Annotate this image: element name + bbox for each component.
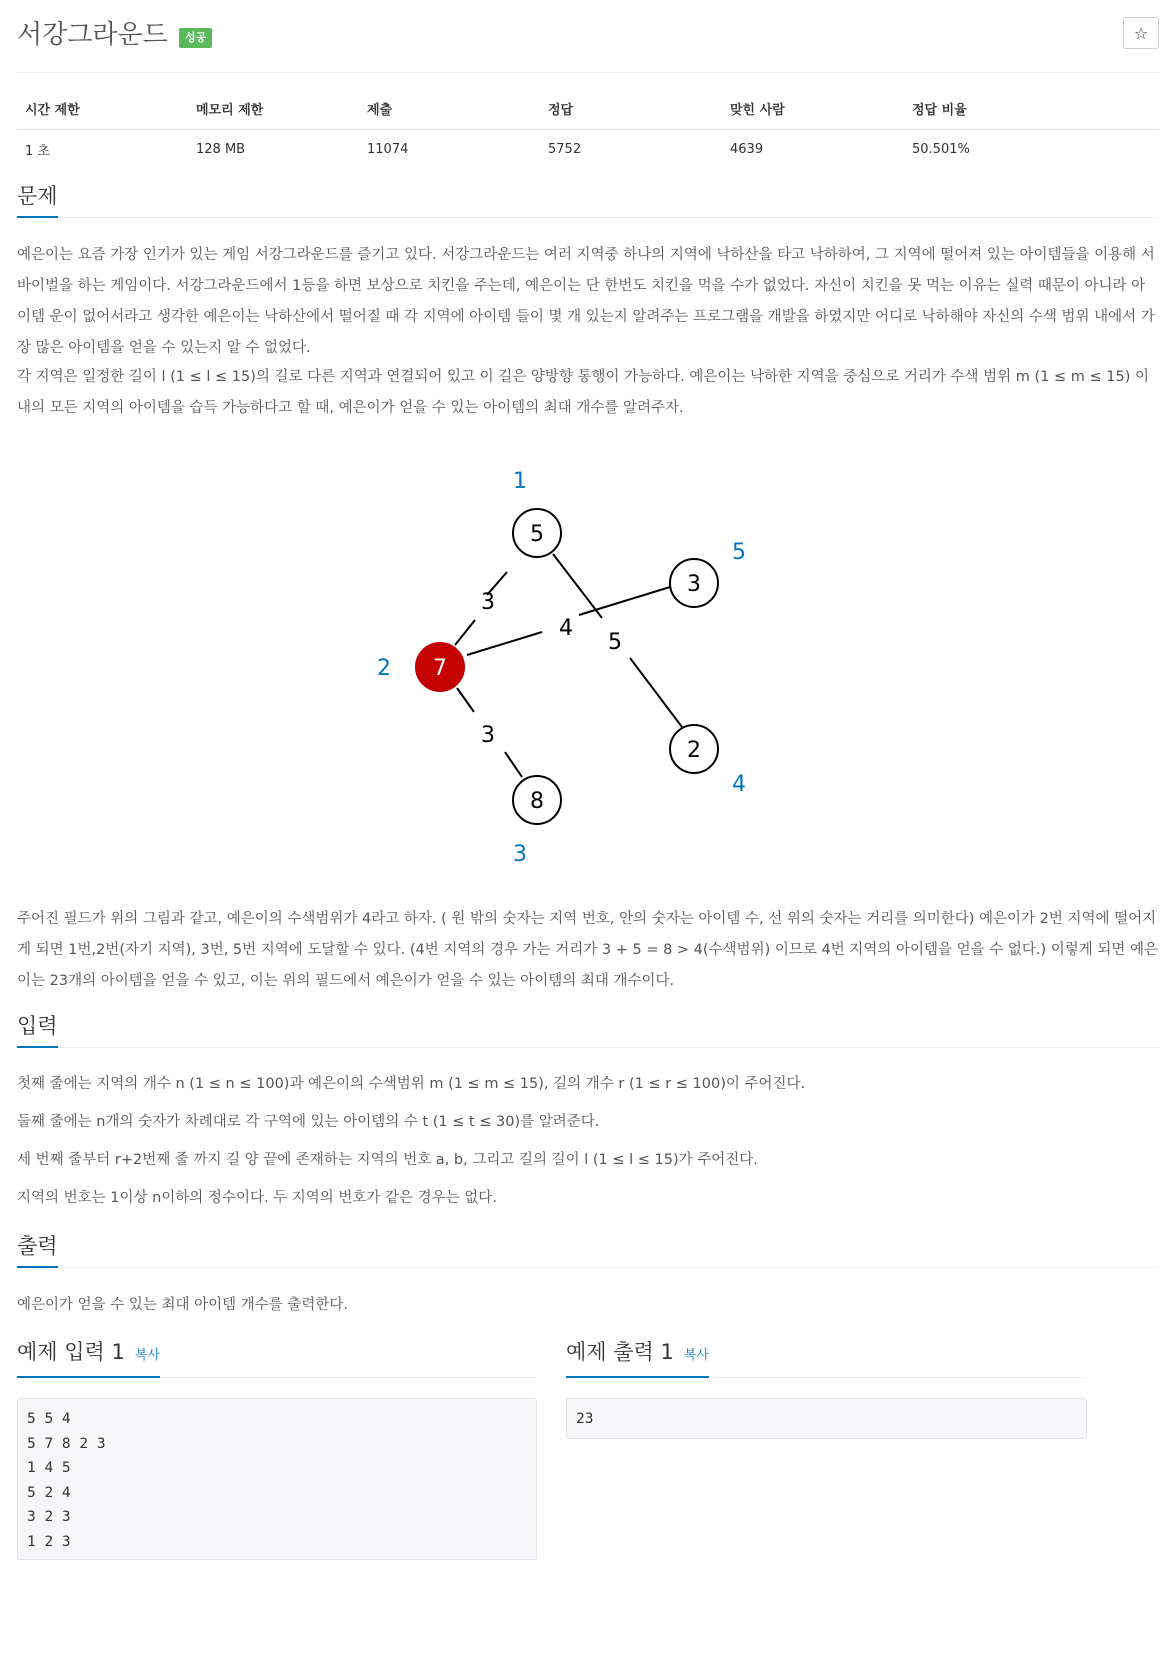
sample-input-heading	[17, 1338, 160, 1378]
info-header-solvers: 맞힌 사람	[722, 95, 904, 130]
input-section-header	[17, 1005, 1159, 1048]
edge-length-label: 3	[481, 590, 495, 615]
copy-input-button[interactable]: 복사	[134, 1348, 160, 1363]
info-value-row	[17, 130, 1159, 170]
input-line: 세 번째 줄부터 r+2번째 줄 까지 길 양 끝에 존재하는 지역의 번호 a, b, 그리고 길의 길이 l (1 ≤ l ≤ 15)가 주어진다.	[17, 1152, 758, 1168]
edge-1-4	[630, 658, 682, 727]
edge-length-label: 4	[559, 616, 573, 641]
info-header-memory: 메모리 제한	[188, 95, 359, 130]
sample-output-box[interactable]: 23	[566, 1398, 1087, 1439]
info-value-accepted: 5752	[548, 142, 582, 157]
info-header-row	[17, 95, 1159, 130]
output-section-title: 출력	[17, 1232, 58, 1268]
sample-output-title: 예제 출력 1	[566, 1340, 674, 1364]
info-header-time: 시간 제한	[17, 95, 188, 130]
field-diagram	[357, 450, 777, 880]
problem-header	[17, 0, 1159, 73]
region-number-label: 1	[513, 469, 527, 494]
input-line: 둘째 줄에는 n개의 숫자가 차례대로 각 구역에 있는 아이템의 수 t (1 ≤ t ≤ 30)를 알려준다.	[17, 1114, 600, 1130]
region-number-label: 3	[513, 842, 527, 867]
edge-2-3	[505, 752, 522, 777]
sample-output-heading	[566, 1338, 709, 1378]
sample-input-header	[17, 1333, 537, 1378]
region-number-label: 4	[732, 772, 746, 797]
info-header-submissions: 제출	[359, 95, 540, 130]
edge-1-2	[455, 620, 475, 645]
edge-length-label: 3	[481, 723, 495, 748]
region-node-items: 7	[433, 656, 447, 681]
input-section-title: 입력	[17, 1012, 58, 1048]
info-header-ratio: 정답 비율	[904, 95, 1159, 130]
output-description: 예은이가 얻을 수 있는 최대 아이템 개수를 출력한다.	[17, 1297, 349, 1313]
region-node-items: 2	[687, 738, 701, 763]
region-node-items: 3	[687, 572, 701, 597]
problem-info-table	[17, 95, 1159, 169]
copy-output-button[interactable]: 복사	[683, 1348, 709, 1363]
edge-2-5	[579, 587, 670, 615]
output-section-header	[17, 1225, 1159, 1268]
region-number-label: 2	[377, 656, 391, 681]
edge-2-3	[457, 688, 474, 712]
problem-title: 서강그라운드	[17, 20, 168, 50]
problem-description-p2: 각 지역은 일정한 길이 l (1 ≤ l ≤ 15)의 길로 다른 지역과 연결되어 있고 이 길은 양방향 통행이 가능하다. 예은이는 낙하한 지역을 중심으로 거리가 수색 범위 m (1 ≤ m ≤ 15) 이내의 모든 지역의 아이템을 습득 가능하다고 할 때, 예은이가 얻을 수 있는 아이템의 최대 개수를 알려주자.	[17, 369, 1149, 416]
problem-section-title: 문제	[17, 182, 58, 218]
problem-page	[17, 0, 1159, 1550]
status-badge: 성공	[179, 28, 212, 48]
info-value-submissions: 11074	[367, 142, 409, 157]
region-number-label: 5	[732, 540, 746, 565]
info-value-memory: 128 MB	[196, 142, 246, 157]
input-line: 지역의 번호는 1이상 n이하의 정수이다. 두 지역의 번호가 같은 경우는 없다.	[17, 1190, 497, 1206]
region-node-items: 5	[530, 522, 544, 547]
info-header-accepted: 정답	[540, 95, 722, 130]
favorite-button[interactable]	[1123, 17, 1159, 49]
input-line: 첫째 줄에는 지역의 개수 n (1 ≤ n ≤ 100)과 예은이의 수색범위 m (1 ≤ m ≤ 15), 길의 개수 r (1 ≤ r ≤ 100)이 주어진다.	[17, 1076, 806, 1092]
sample-input-title: 예제 입력 1	[17, 1340, 125, 1364]
sample-input-box[interactable]: 5 5 4 5 7 8 2 3 1 4 5 5 2 4 3 2 3 1 2 3	[17, 1398, 537, 1560]
edge-2-5	[467, 632, 542, 655]
region-node-items: 8	[530, 789, 544, 814]
problem-description-p3: 주어진 필드가 위의 그림과 같고, 예은이의 수색범위가 4라고 하자. ( 원 밖의 숫자는 지역 번호, 안의 숫자는 아이템 수, 선 위의 숫자는 거리를 의미한다) 예은이가 2번 지역에 떨어지게 되면 1번,2번(자기 지역), 3번, 5번 지역에 도달할 수 있다. (4번 지역의 경우 가는 거리가 3 + 5 = 8 > 4(수색범위) 이므로 4번 지역의 아이템을 얻을 수 없다.) 이렇게 되면 예은이는 23개의 아이템을 얻을 수 있고, 이는 위의 필드에서 예은이가 얻을 수 있는 아이템의 최대 개수이다.	[17, 911, 1158, 989]
edge-1-4	[553, 554, 602, 618]
info-value-solvers: 4639	[730, 142, 764, 157]
star-icon: ☆	[1133, 23, 1149, 43]
problem-section-header	[17, 175, 1159, 218]
edge-length-label: 5	[608, 630, 622, 655]
info-value-ratio: 50.501%	[912, 142, 970, 157]
problem-description-p1: 예은이는 요즘 가장 인기가 있는 게임 서강그라운드를 즐기고 있다. 서강그라운드는 여러 지역중 하나의 지역에 낙하산을 타고 낙하하여, 그 지역에 떨어져 있는 아이템들을 이용해 서바이벌을 하는 게임이다. 서강그라운드에서 1등을 하면 보상으로 치킨을 주는데, 예은이는 단 한번도 치킨을 먹을 수가 없었다. 자신이 치킨을 못 먹는 이유는 실력 때문이 아니라 아이템 운이 없어서라고 생각한 예은이는 낙하산에서 떨어질 때 각 지역에 아이템 들이 몇 개 있는지 알려주는 프로그램을 개발을 하였지만 어디로 낙하해야 자신의 수색 범위 내에서 가장 많은 아이템을 얻을 수 있는지 알 수 없었다.	[17, 247, 1155, 356]
info-value-time: 1 초	[25, 144, 50, 159]
sample-output-header	[566, 1333, 1087, 1378]
